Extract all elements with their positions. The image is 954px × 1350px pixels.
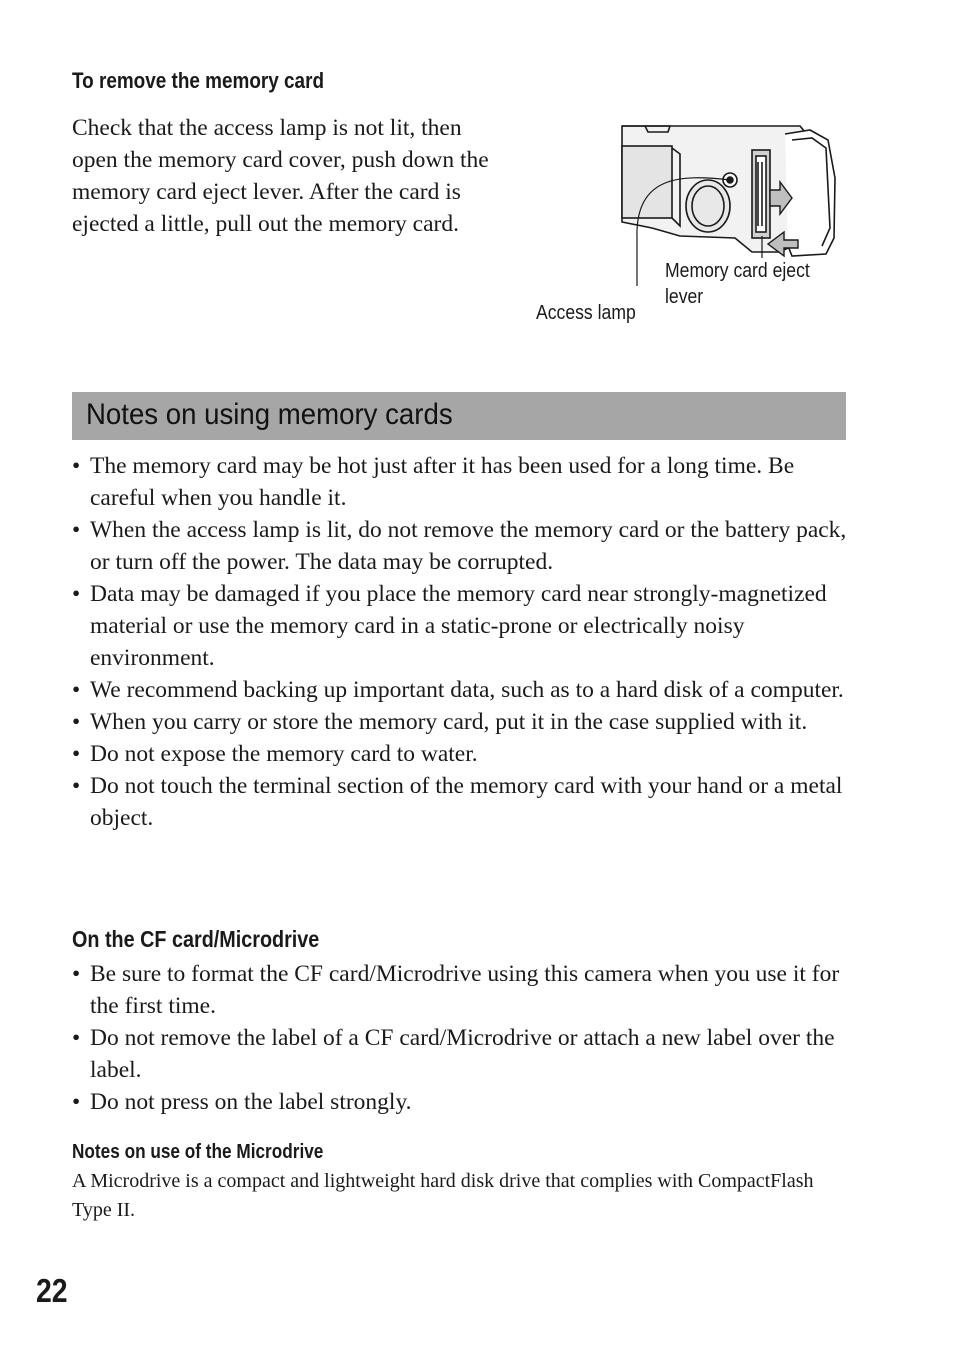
camera-card-slot-figure	[530, 118, 860, 333]
list-item: • When you carry or store the memory card, put it in the case supplied with it.	[72, 706, 852, 738]
access-lamp-label: Access lamp	[536, 302, 636, 324]
cf-bullet-list	[72, 958, 852, 1118]
section-heading-remove-card: To remove the memory card	[72, 68, 325, 93]
list-item: • Data may be damaged if you place the memory card near strongly-magnetized material or use the memory card in a static-prone or electrically noisy environment.	[72, 578, 852, 674]
list-item: • We recommend backing up important data, such as to a hard disk of a computer.	[72, 674, 852, 706]
list-item: • Do not remove the label of a CF card/Microdrive or attach a new label over the label.	[72, 1022, 852, 1086]
list-item: • Do not press on the label strongly.	[72, 1086, 852, 1118]
notes-section-banner	[72, 392, 846, 440]
eject-lever-label-line2: lever	[665, 286, 704, 308]
notes-bullet-list	[72, 450, 852, 834]
microdrive-description: A Microdrive is a compact and lightweight hard disk drive that complies with CompactFlash Type II.	[72, 1170, 814, 1221]
section-heading-cf-card: On the CF card/Microdrive	[72, 926, 320, 952]
eject-lever-label: Memory card eject	[665, 260, 810, 282]
remove-card-instructions: Check that the access lamp is not lit, then open the memory card cover, push down the memory card eject lever. After the card is ejected a little, pull out the memory card.	[72, 115, 489, 237]
list-item: • The memory card may be hot just after it has been used for a long time. Be careful when you handle it.	[72, 450, 852, 514]
page-number: 22	[36, 1272, 68, 1309]
list-item: • Do not touch the terminal section of the memory card with your hand or a metal object.	[72, 770, 852, 834]
list-item: • Be sure to format the CF card/Microdrive using this camera when you use it for the first time.	[72, 958, 852, 1022]
notes-section-title: Notes on using memory cards	[86, 398, 453, 431]
section-heading-microdrive: Notes on use of the Microdrive	[72, 1141, 324, 1163]
list-item: • When the access lamp is lit, do not remove the memory card or the battery pack, or turn off the power. The data may be corrupted.	[72, 514, 852, 578]
list-item: • Do not expose the memory card to water.	[72, 738, 852, 770]
